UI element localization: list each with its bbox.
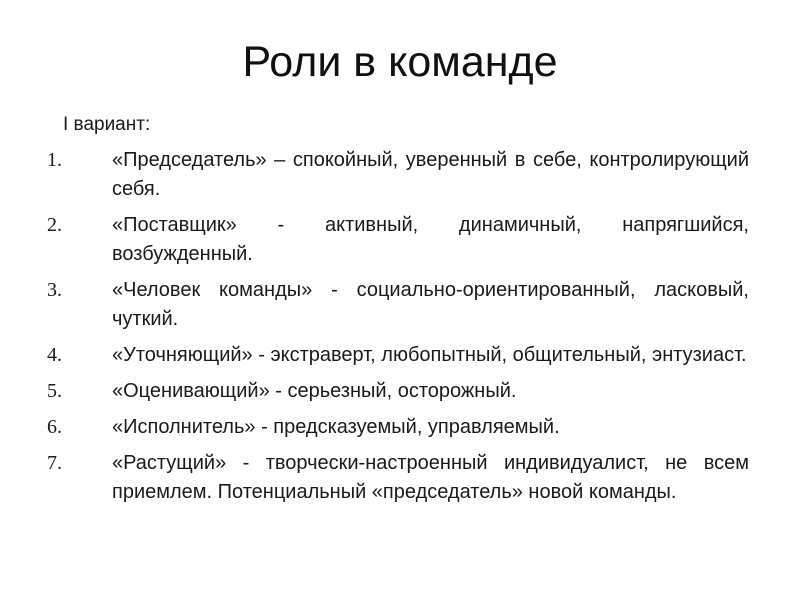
list-item-number: 2. [47, 214, 62, 236]
list-item-text: «Человек команды» - социально-ориентированный, ласковый, чуткий. [112, 279, 749, 330]
list-item-number: 4. [47, 344, 62, 366]
list-item-text: «Растущий» - творчески-настроенный индивидуалист, не всем приемлем. Потенциальный «председатель» новой команды. [112, 452, 749, 503]
list-item-number: 7. [47, 452, 62, 474]
list-item [47, 146, 749, 204]
variant-label: I вариант: [63, 114, 151, 135]
list-item-number: 1. [47, 149, 62, 171]
roles-list [47, 146, 749, 514]
slide-title: Роли в команде [242, 38, 558, 86]
list-item-number: 5. [47, 380, 62, 402]
list-item-text: «Поставщик» - активный, динамичный, напрягшийся, возбужденный. [112, 214, 749, 265]
list-item-text: «Председатель» – спокойный, уверенный в себе, контролирующий себя. [112, 149, 749, 200]
list-item [47, 276, 749, 334]
list-item [47, 449, 749, 507]
list-item [47, 413, 749, 442]
list-item-text: «Оценивающий» - серьезный, осторожный. [112, 380, 517, 402]
list-item [47, 341, 749, 370]
list-item-number: 6. [47, 416, 62, 438]
list-item-text: «Уточняющий» - экстраверт, любопытный, общительный, энтузиаст. [112, 344, 747, 366]
list-item [47, 211, 749, 269]
list-item [47, 377, 749, 406]
list-item-number: 3. [47, 279, 62, 301]
list-item-text: «Исполнитель» - предсказуемый, управляемый. [112, 416, 560, 438]
